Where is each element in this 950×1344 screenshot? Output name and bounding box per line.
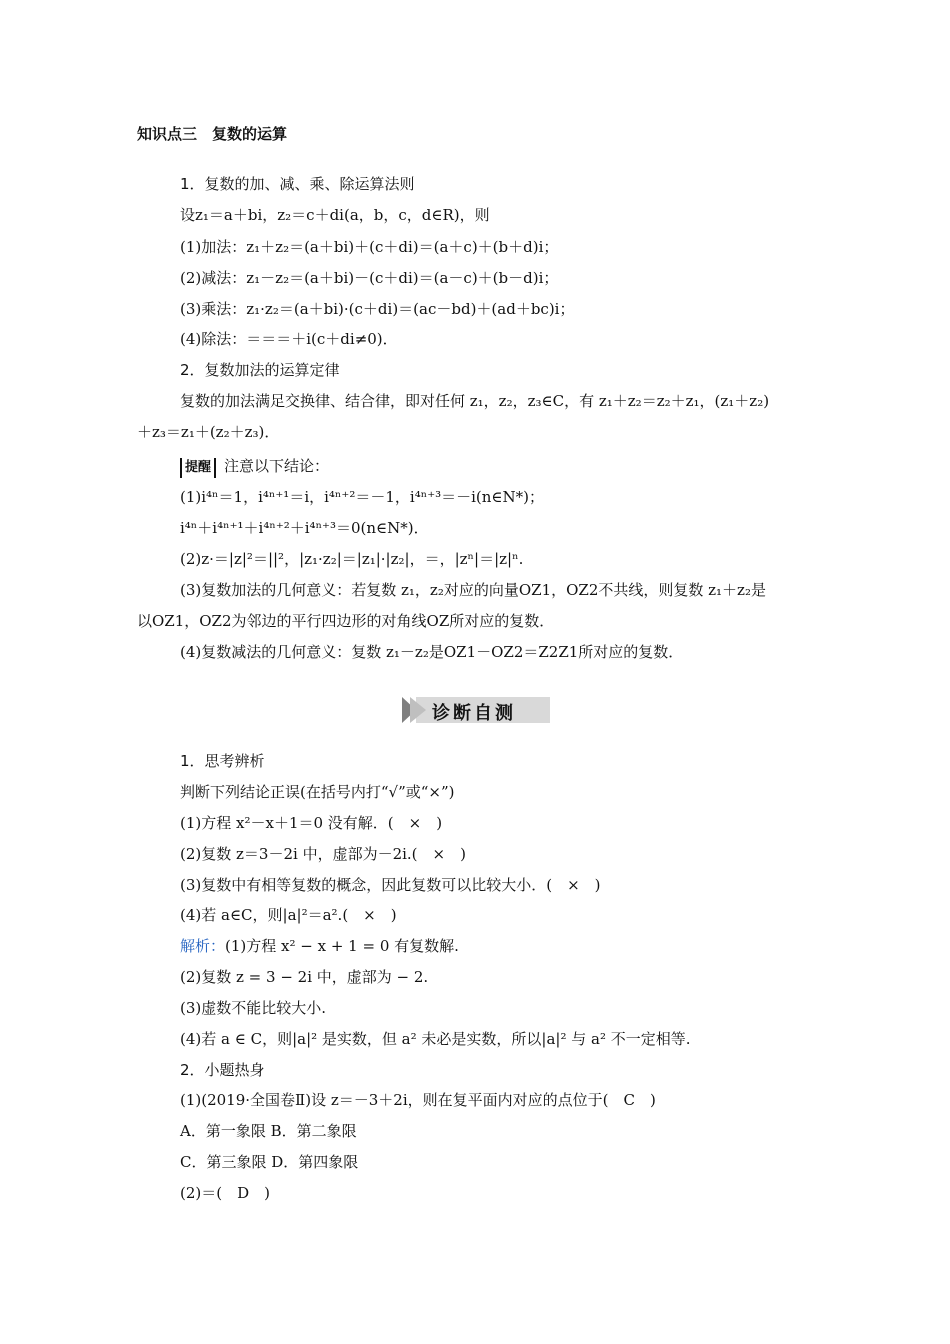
analysis-2: (2)复数 z = 3 − 2i 中，虚部为 − 2. [180, 968, 429, 986]
analysis-4: (4)若 a ∈ C，则|a|² 是实数，但 a² 未必是实数，所以|a|² 与 a² 不一定相等. [180, 1030, 691, 1048]
analysis-3: (3)虚数不能比较大小. [180, 999, 327, 1017]
practice-instructions: 判断下列结论正误(在括号内打“√”或“×”) [180, 783, 455, 801]
reminder-1a: (1)i⁴ⁿ＝1，i⁴ⁿ⁺¹＝i，i⁴ⁿ⁺²＝－1，i⁴ⁿ⁺³＝－i(n∈N*)； [180, 488, 545, 506]
reminder-text: 注意以下结论： [224, 457, 330, 475]
analysis-label: 解析： [180, 937, 226, 955]
banner-title: 诊断自测 [432, 703, 516, 724]
analysis-1 [180, 936, 459, 956]
problem-1: (1)(2019·全国卷Ⅱ)设 z＝－3＋2i，则在复平面内对应的点位于( C ) [180, 1091, 656, 1109]
reminder-2: (2)z·＝|z|²＝||²，|z₁·z₂|＝|z₁|·|z₂|，＝，|zⁿ|＝|z|ⁿ. [180, 550, 524, 568]
question-3: (3)复数中有相等复数的概念，因此复数可以比较大小．( × ) [180, 876, 601, 894]
reminder-1b: i⁴ⁿ＋i⁴ⁿ⁺¹＋i⁴ⁿ⁺²＋i⁴ⁿ⁺³＝0(n∈N*)． [180, 519, 429, 537]
question-4: (4)若 a∈C，则|a|²＝a².( × ) [180, 906, 397, 924]
problem-1-options-cd: C．第三象限 D．第四象限 [180, 1153, 359, 1171]
rule-div: (4)除法：＝＝＝＋i(c＋di≠0)． [180, 330, 398, 348]
practice-heading-2: 2．小题热身 [180, 1061, 265, 1079]
practice-heading-1: 1．思考辨析 [180, 752, 265, 770]
problem-1-options-ab: A．第一象限 B．第二象限 [180, 1122, 357, 1140]
problem-2: (2)＝( D ) [180, 1184, 270, 1202]
reminder-tag: 提醒 [180, 458, 216, 478]
reminder-4: (4)复数减法的几何意义：复数 z₁－z₂是OZ1－OZ2＝Z2Z1所对应的复数． [180, 643, 684, 661]
rule-mul: (3)乘法：z₁·z₂＝(a＋bi)·(c＋di)＝(ac－bd)＋(ad＋bc)i； [180, 300, 575, 318]
question-1: (1)方程 x²－x＋1＝0 没有解．( × ) [180, 814, 443, 832]
reminder-3a: (3)复数加法的几何意义：若复数 z₁，z₂对应的向量OZ1，OZ2不共线，则复数 z₁＋z₂是 [180, 581, 766, 599]
s1-intro: 设z₁＝a＋bi，z₂＝c＋di(a，b，c，d∈R)，则 [180, 206, 490, 224]
rule-sub: (2)减法：z₁－z₂＝(a＋bi)－(c＋di)＝(a－c)＋(b－d)i； [180, 269, 559, 287]
reminder [180, 456, 329, 478]
s2-line2: ＋z₃＝z₁＋(z₂＋z₃)． [137, 423, 280, 441]
analysis-1-text: (1)方程 x² − x + 1 = 0 有复数解. [225, 937, 459, 955]
page-title: 知识点三 复数的运算 [137, 125, 288, 143]
section-heading-1: 1．复数的加、减、乘、除运算法则 [180, 175, 415, 193]
s2-line1: 复数的加法满足交换律、结合律，即对任何 z₁，z₂，z₃∈C，有 z₁＋z₂＝z₂＋z₁，(z₁＋z₂) [180, 392, 770, 410]
rule-add: (1)加法：z₁＋z₂＝(a＋bi)＋(c＋di)＝(a＋c)＋(b＋d)i； [180, 238, 559, 256]
reminder-3b: 以OZ1，OZ2为邻边的平行四边形的对角线OZ所对应的复数． [137, 612, 555, 630]
section-heading-2: 2．复数加法的运算定律 [180, 361, 340, 379]
question-2: (2)复数 z＝3－2i 中，虚部为－2i.( × ) [180, 845, 466, 863]
